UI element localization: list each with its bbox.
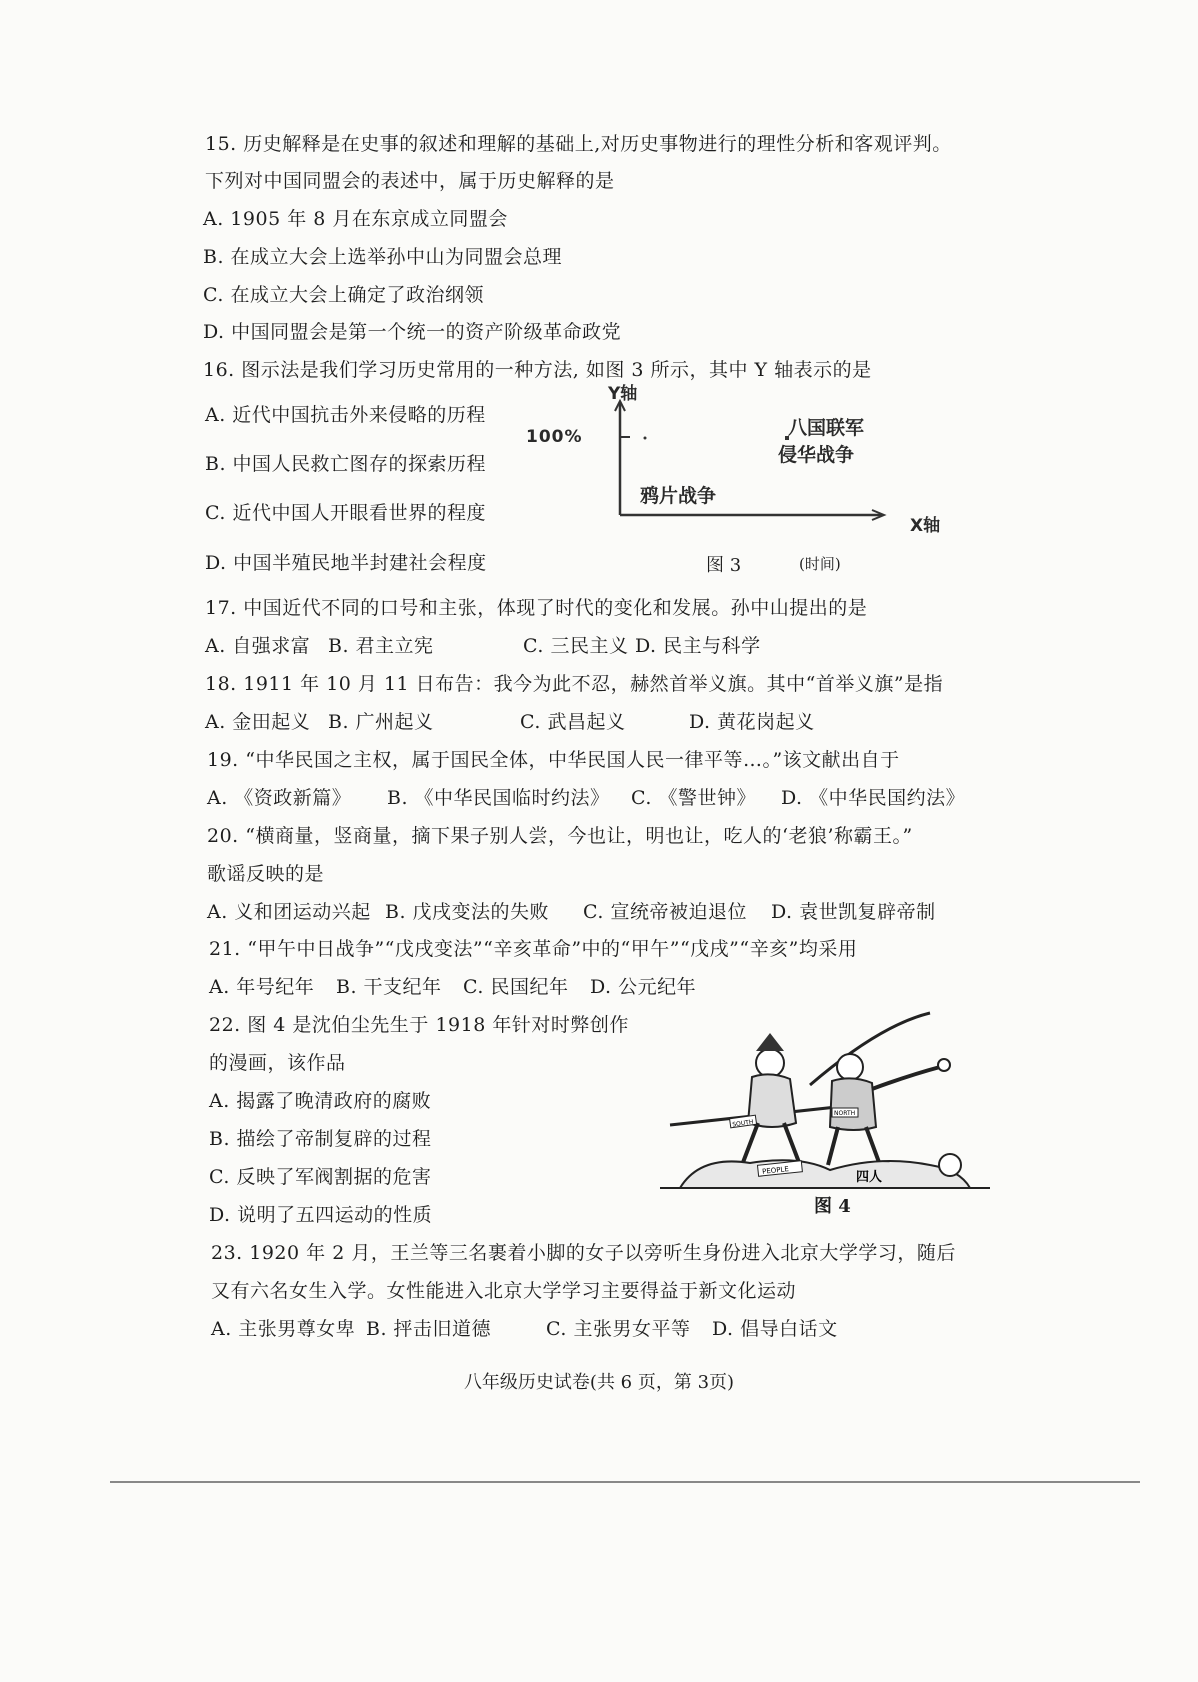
right-figure-head <box>837 1054 863 1080</box>
q22-option-b: B. 描绘了帝制复辟的过程 <box>209 1128 432 1150</box>
q20-stem-line1: 20. “横商量，竖商量，摘下果子别人尝，今也让，明也让，吃人的‘老狼’称霸王。” <box>207 825 913 847</box>
q22-stem-line1: 22. 图 4 是沈伯尘先生于 1918 年针对时弊创作 <box>209 1014 629 1036</box>
figure-3-caption: 图 3 <box>706 555 742 576</box>
right-figure-arm <box>872 1067 940 1089</box>
q20-stem-line2: 歌谣反映的是 <box>207 863 325 885</box>
q18-option-d: D. 黄花岗起义 <box>689 711 815 733</box>
q23-stem-line2: 又有六名女生入学。女性能进入北京大学学习主要得益于新文化运动 <box>211 1280 797 1302</box>
q15-option-d: D. 中国同盟会是第一个统一的资产阶级革命政党 <box>203 321 622 343</box>
y-tick-label: 100% <box>526 427 583 447</box>
q20-option-b: B. 戊戌变法的失败 <box>385 901 550 923</box>
q15-option-a: A. 1905 年 8 月在东京成立同盟会 <box>203 208 508 230</box>
q18-stem: 18. 1911 年 10 月 11 日布告：我今为此不忍，赫然首举义旗。其中“首举义旗”是指 <box>205 673 944 695</box>
q20-option-c: C. 宣统帝被迫退位 <box>583 901 747 923</box>
q18-option-c: C. 武昌起义 <box>520 711 626 733</box>
q21-option-d: D. 公元纪年 <box>590 976 697 998</box>
q19-option-b: B. 《中华民国临时约法》 <box>387 787 610 809</box>
left-figure-hat <box>756 1033 784 1051</box>
right-figure-fist <box>938 1059 950 1071</box>
north-tag: NORTH <box>834 1110 856 1117</box>
q16-option-b: B. 中国人民救亡图存的探索历程 <box>205 453 487 475</box>
label-invasion-war: 侵华战争 <box>778 444 855 466</box>
fallen-head <box>939 1154 961 1176</box>
left-figure-legs <box>742 1123 800 1165</box>
q21-option-a: A. 年号纪年 <box>209 976 315 998</box>
bottom-rule <box>110 1481 1140 1483</box>
q17-option-c: C. 三民主义 <box>523 635 629 657</box>
q22-option-a: A. 揭露了晚清政府的腐败 <box>209 1090 432 1112</box>
page-footer: 八年级历史试卷(共 6 页，第 3页) <box>463 1372 735 1393</box>
q22-option-d: D. 说明了五四运动的性质 <box>209 1204 433 1226</box>
y-axis-label: Y轴 <box>608 384 638 404</box>
q23-option-d: D. 倡导白话文 <box>712 1318 838 1340</box>
q19-options <box>207 786 965 810</box>
q15-option-c: C. 在成立大会上确定了政治纲领 <box>203 284 484 306</box>
figure-4-cartoon <box>660 1005 1010 1195</box>
figure-4-caption: 图 4 <box>814 1196 851 1217</box>
q15-stem-line2: 下列对中国同盟会的表述中，属于历史解释的是 <box>205 170 615 192</box>
right-figure-body <box>830 1078 876 1130</box>
people-tag: PEOPLE <box>761 1165 790 1176</box>
q19-option-d: D. 《中华民国约法》 <box>781 787 966 809</box>
q15-stem-line1: 15. 历史解释是在史事的叙述和理解的基础上,对历史事物进行的理性分析和客观评判。 <box>205 133 952 155</box>
cartoon-drawing <box>660 1005 1010 1195</box>
q18-option-a: A. 金田起义 <box>205 711 311 733</box>
south-tag: SOUTH <box>731 1118 754 1129</box>
x-axis-label: X轴 <box>910 516 941 536</box>
q17-option-b: B. 君主立宪 <box>328 635 434 657</box>
figure-3-x-note: (时间) <box>799 555 841 573</box>
left-figure-head <box>756 1049 784 1077</box>
q16-option-c: C. 近代中国人开眼看世界的程度 <box>205 502 486 524</box>
q23-option-c: C. 主张男女平等 <box>546 1318 691 1340</box>
figure-3-axes <box>520 385 980 575</box>
right-figure-legs <box>828 1127 880 1165</box>
q21-stem: 21. “甲午中日战争”“戊戌变法”“辛亥革命”中的“甲午”“戊戌”“辛亥”均采用 <box>209 938 858 960</box>
q21-option-c: C. 民国纪年 <box>463 976 569 998</box>
label-opium-war: 鸦片战争 <box>640 485 717 507</box>
q23-options <box>211 1317 838 1341</box>
q17-option-d: D. 民主与科学 <box>635 635 761 657</box>
q19-option-a: A. 《资政新篇》 <box>207 787 352 809</box>
q22-stem-line2: 的漫画，该作品 <box>209 1052 346 1074</box>
q19-stem: 19. “中华民国之主权，属于国民全体，中华民国人民一律平等…。”该文献出自于 <box>207 749 900 771</box>
q17-stem: 17. 中国近代不同的口号和主张，体现了时代的变化和发展。孙中山提出的是 <box>205 597 868 619</box>
q18-options <box>205 710 815 734</box>
trampled-people <box>680 1160 970 1188</box>
q20-option-d: D. 袁世凯复辟帝制 <box>771 901 936 923</box>
q17-option-a: A. 自强求富 <box>205 635 311 657</box>
q16-stem: 16. 图示法是我们学习历史常用的一种方法, 如图 3 所示，其中 Y 轴表示的是 <box>203 359 872 381</box>
q22-option-c: C. 反映了军阀割据的危害 <box>209 1166 432 1188</box>
q21-options <box>209 975 696 999</box>
q21-option-b: B. 干支纪年 <box>336 976 442 998</box>
q16-option-a: A. 近代中国抗击外来侵略的历程 <box>205 404 486 426</box>
q16-option-d: D. 中国半殖民地半封建社会程度 <box>205 552 487 574</box>
q20-options <box>207 900 936 924</box>
q15-option-b: B. 在成立大会上选举孙中山为同盟会总理 <box>203 246 563 268</box>
y-tick-dot <box>644 437 647 440</box>
ground-tag: 四人 <box>856 1170 883 1185</box>
q17-options <box>205 634 761 658</box>
q20-option-a: A. 义和团运动兴起 <box>207 901 371 923</box>
q23-stem-line1: 23. 1920 年 2 月，王兰等三名裹着小脚的女子以旁听生身份进入北京大学学习，随后 <box>211 1242 956 1264</box>
q18-option-b: B. 广州起义 <box>328 711 434 733</box>
q19-option-c: C. 《警世钟》 <box>631 787 756 809</box>
figure-3-diagram <box>520 385 980 575</box>
label-eight-nation: 八国联军 <box>788 417 865 439</box>
q23-option-b: B. 抨击旧道德 <box>366 1318 492 1340</box>
q23-option-a: A. 主张男尊女卑 <box>211 1318 356 1340</box>
